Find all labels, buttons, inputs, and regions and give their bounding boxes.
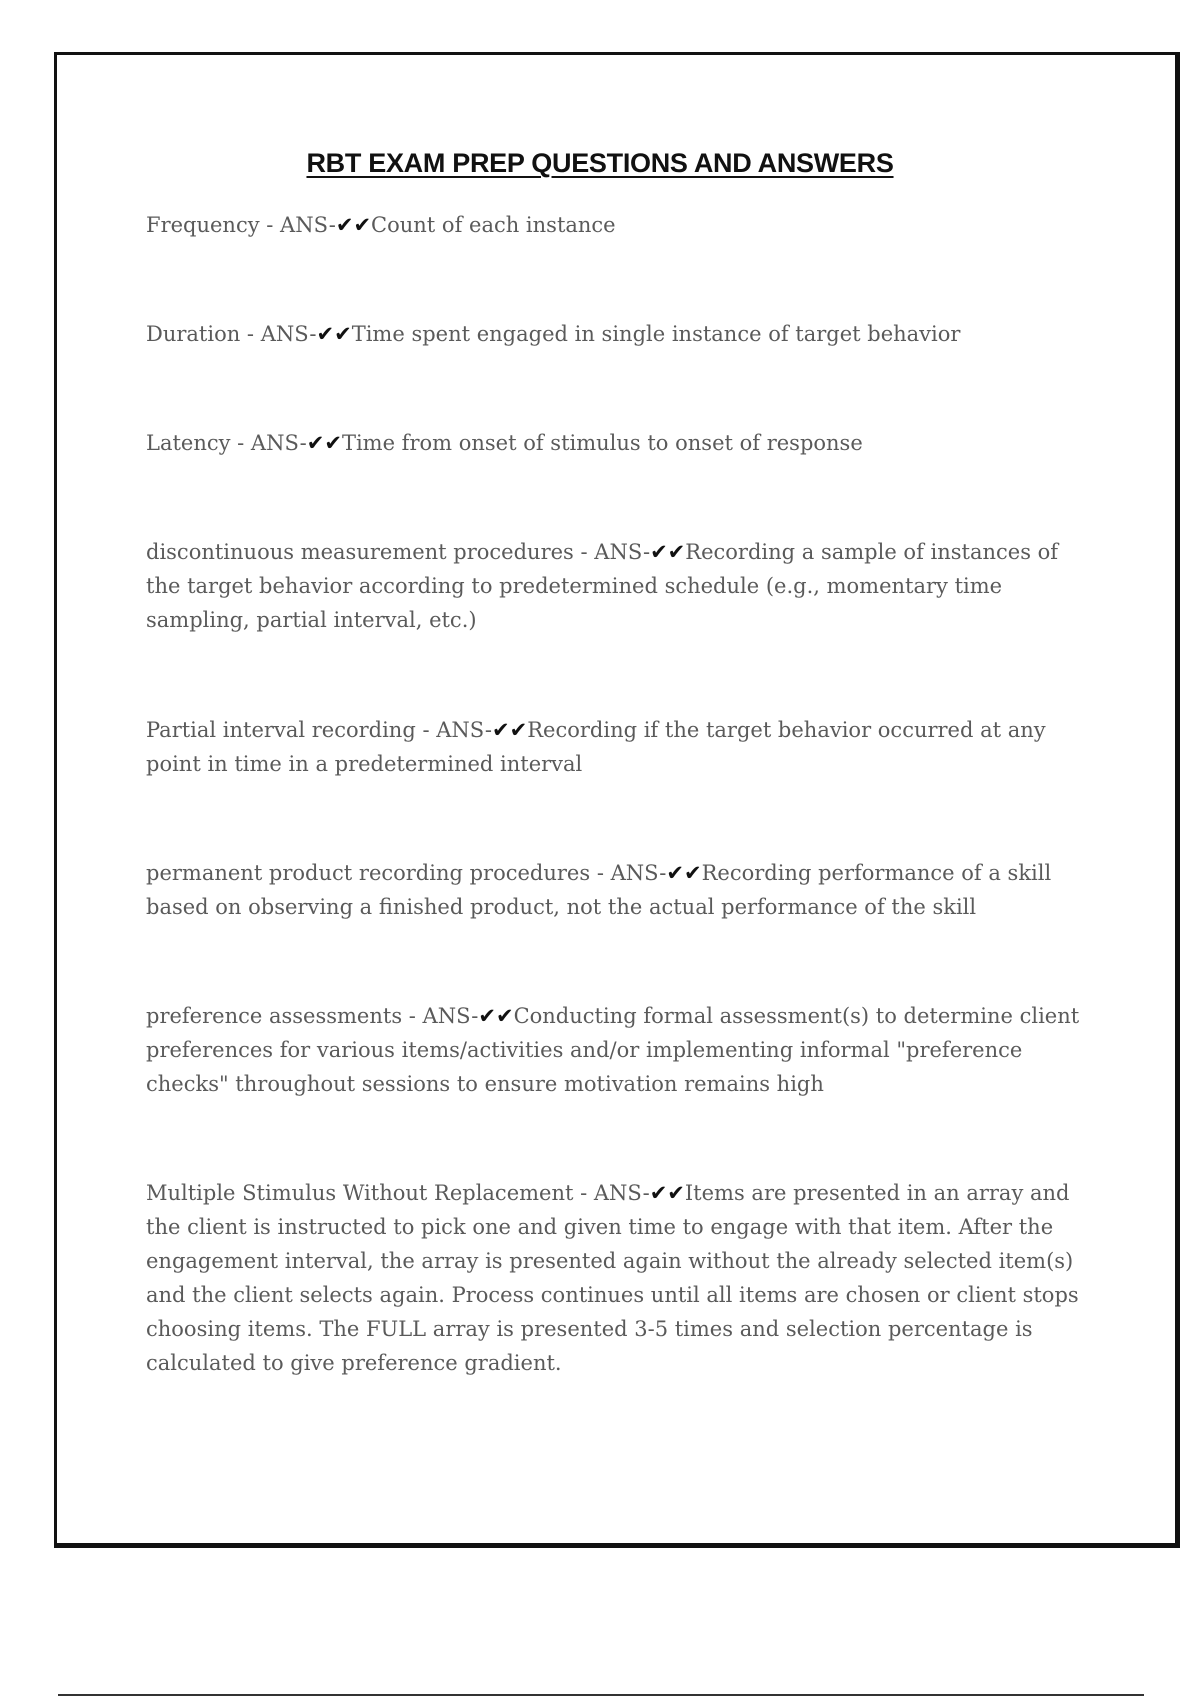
ans-separator: - ANS- xyxy=(573,540,651,564)
qa-item-mswo xyxy=(146,1176,1096,1380)
qa-answer: Conducting formal assessment(s) to determine client preferences for various items/activities and/or implementing informal "preference checks" throughout sessions to ensure motivation remains high xyxy=(146,1004,1080,1096)
qa-term: Latency xyxy=(146,431,231,455)
double-check-icon: ✔✔ xyxy=(649,1181,685,1205)
double-check-icon: ✔✔ xyxy=(316,322,352,346)
qa-term: preference assessments xyxy=(146,1004,403,1028)
qa-answer: Recording performance of a skill based on observing a finished product, not the actual performance of the skill xyxy=(146,861,1052,919)
qa-term: Partial interval recording xyxy=(146,718,416,742)
qa-answer: Items are presented in an array and the client is instructed to pick one and given time to engage with that item. After the engagement interval, the array is presented again without the already selected item(s) and the client selects again. Process continues until all items are chosen or client stops choosing items. The FULL array is presented 3-5 times and selection percentage is calculated to give preference gradient. xyxy=(146,1181,1079,1375)
qa-answer: Time from onset of stimulus to onset of response xyxy=(341,431,863,455)
double-check-icon: ✔✔ xyxy=(492,718,528,742)
qa-term: Frequency xyxy=(146,213,260,237)
page-title: RBT EXAM PREP QUESTIONS AND ANSWERS xyxy=(306,148,894,178)
double-check-icon: ✔✔ xyxy=(335,213,372,237)
qa-answer: Time spent engaged in single instance of target behavior xyxy=(351,322,961,346)
qa-item-permanent-product xyxy=(146,856,1096,924)
double-check-icon: ✔✔ xyxy=(306,431,342,455)
qa-answer: Count of each instance xyxy=(371,213,616,237)
ans-separator: - ANS- xyxy=(240,322,317,346)
qa-item-latency xyxy=(146,426,1096,460)
qa-answer: Recording a sample of instances of the target behavior according to predetermined schedule (e.g., momentary time sampling, partial interval, etc.) xyxy=(146,540,1059,632)
qa-item-discontinuous-measurement xyxy=(146,535,1096,637)
qa-term: Duration xyxy=(146,322,241,346)
qa-item-frequency xyxy=(146,208,1096,242)
qa-item-duration xyxy=(146,317,1096,351)
double-check-icon: ✔✔ xyxy=(650,540,686,564)
ans-separator: - ANS- xyxy=(230,431,307,455)
ans-separator: - ANS- xyxy=(415,718,493,742)
qa-term: Multiple Stimulus Without Replacement xyxy=(146,1181,574,1205)
ans-separator: - ANS- xyxy=(590,861,667,885)
qa-item-partial-interval xyxy=(146,713,1096,781)
double-check-icon: ✔✔ xyxy=(478,1004,514,1028)
qa-term: discontinuous measurement procedures xyxy=(146,540,574,564)
ans-separator: - ANS- xyxy=(259,213,336,237)
qa-term: permanent product recording procedures xyxy=(146,861,591,885)
qa-item-preference-assessments xyxy=(146,999,1096,1101)
ans-separator: - ANS- xyxy=(573,1181,650,1205)
qa-answer: Recording if the target behavior occurred at any point in time in a predetermined interval xyxy=(146,718,1046,776)
double-check-icon: ✔✔ xyxy=(666,861,702,885)
ans-separator: - ANS- xyxy=(402,1004,479,1028)
footer-rule xyxy=(58,1694,1144,1696)
